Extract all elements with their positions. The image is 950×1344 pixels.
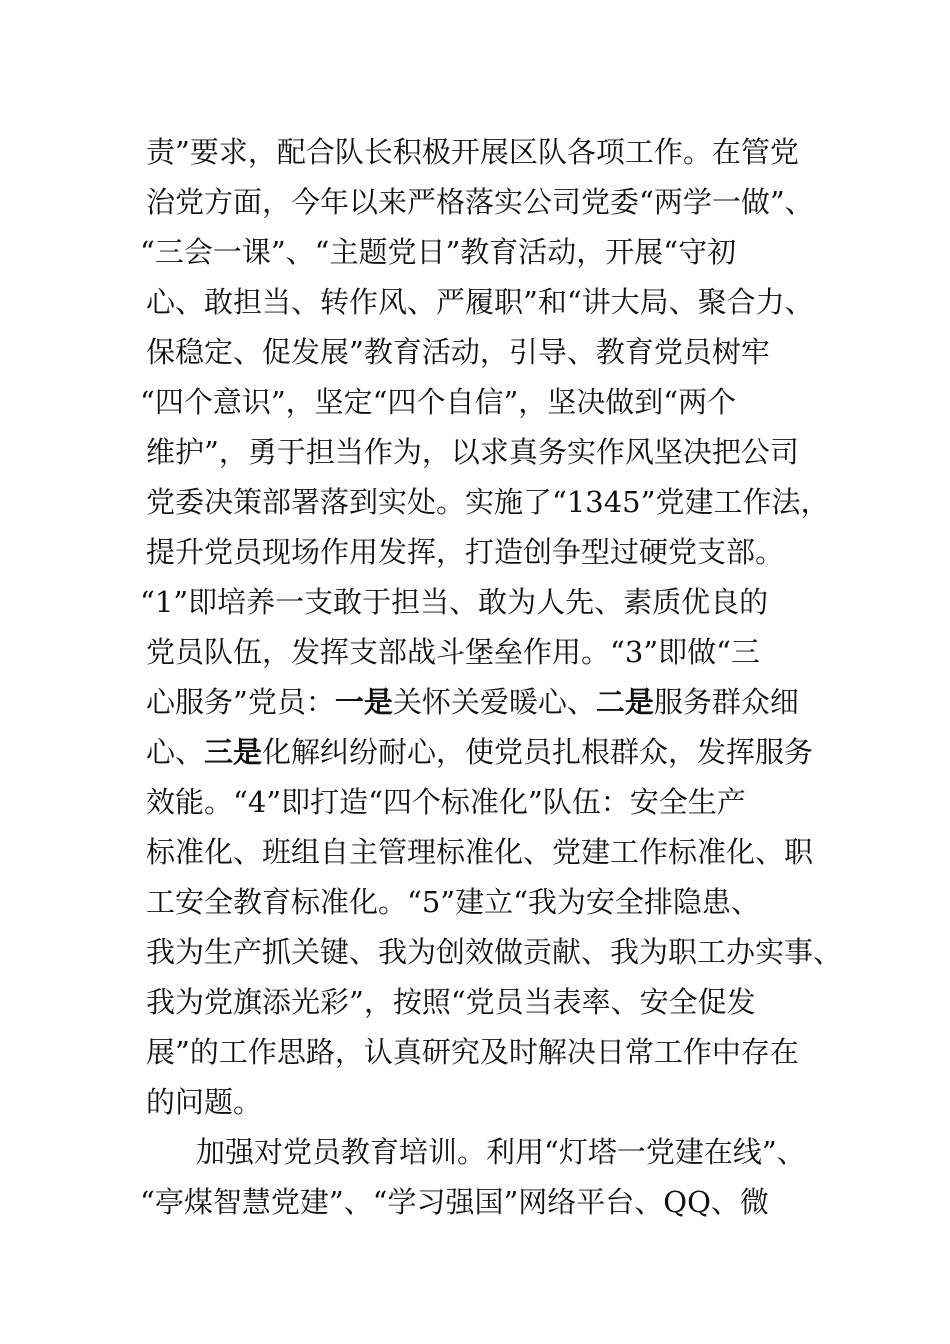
text-segment: 心、 — [146, 735, 205, 769]
text-segment: 关怀关爱暖心、 — [392, 685, 596, 719]
text-line-11: 党员队伍，发挥支部战斗堡垒作用。“3”即做“三 — [146, 635, 760, 669]
text-line-9: 提升党员现场作用发挥，打造创争型过硬党支部。 — [146, 535, 785, 569]
text-line-2: 治党方面，今年以来严格落实公司党委“两学一做”、 — [146, 185, 814, 219]
text-line-8: 党委决策部署落到实处。实施了“1345”党建工作法， — [146, 485, 830, 519]
text-line-13 — [146, 732, 813, 772]
text-line-19: 展”的工作思路，认真研究及时解决日常工作中存在 — [146, 1035, 799, 1069]
text-line-15: 标准化、班组自主管理标准化、党建工作标准化、职 — [146, 835, 814, 869]
text-line-12 — [146, 682, 799, 722]
text-line-10: “1”即培养一支敢于担当、敢为人先、素质优良的 — [140, 585, 769, 619]
text-segment: 服务群众细 — [653, 685, 799, 719]
text-line-16: 工安全教育标准化。“5”建立“我为安全排隐患、 — [146, 885, 760, 919]
text-line-6: “四个意识”，坚定“四个自信”，坚决做到“两个 — [140, 385, 737, 419]
text-line-5: 保稳定、促发展”教育活动，引导、教育党员树牢 — [146, 335, 770, 369]
text-line-4: 心、敢担当、转作风、严履职”和“讲大局、聚合力、 — [146, 285, 814, 319]
text-line-7: 维护”，勇于担当作为，以求真务实作风坚决把公司 — [146, 435, 799, 469]
text-line-18: 我为党旗添光彩”，按照“党员当表率、安全促发 — [146, 985, 756, 1019]
text-segment: 心服务”党员： — [146, 685, 335, 719]
text-segment: 化解纠纷耐心，使党员扎根群众，发挥服务 — [262, 735, 814, 769]
text-line-17: 我为生产抓关键、我为创效做贡献、我为职工办实事、 — [146, 935, 843, 969]
text-line-22: “亭煤智慧党建”、“学习强国”网络平台、QQ、微 — [140, 1185, 769, 1219]
text-line-20: 的问题。 — [146, 1085, 263, 1119]
text-line-14: 效能。“4”即打造“四个标准化”队伍：安全生产 — [146, 785, 746, 819]
text-line-1: 责”要求，配合队长积极开展区队各项工作。在管党 — [146, 135, 799, 169]
bold-marker-first: 一是 — [334, 685, 393, 719]
text-line-3: “三会一课”、“主题党日”教育活动，开展“守初 — [140, 235, 737, 269]
paragraph-start-line: 加强对党员教育培训。利用“灯塔一党建在线”、 — [196, 1135, 806, 1169]
bold-marker-third: 三是 — [204, 735, 263, 769]
bold-marker-second: 二是 — [595, 685, 654, 719]
